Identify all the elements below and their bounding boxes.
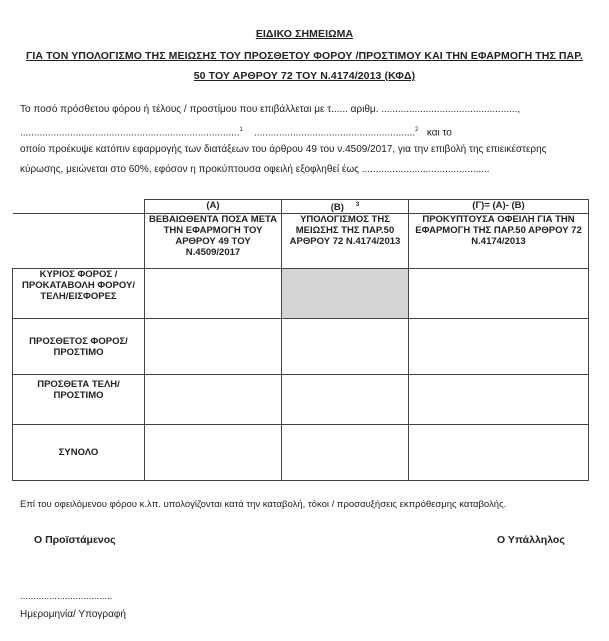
date-signature-label: Ημερομηνία/ Υπογραφή	[20, 609, 126, 620]
document-subtitle-line-2: 50 ΤΟΥ ΑΡΘΡΟΥ 72 ΤΟΥ Ν.4174/2013 (ΚΦΔ)	[193, 70, 416, 82]
table-row	[13, 319, 589, 375]
document-title: ΕΙΔΙΚΟ ΣΗΜΕΙΩΜΑ	[255, 28, 354, 40]
signature-dotted-line: ...................................	[20, 591, 113, 602]
row-label-main-tax: ΚΥΡΙΟΣ ΦΟΡΟΣ /ΠΡΟΚΑΤΑΒΟΛΗ ΦΟΡΟΥ/ ΤΕΛΗ/ΕΙΣΦΟΡΕΣ	[13, 269, 145, 319]
cell-additional-fees-a[interactable]	[145, 375, 282, 425]
column-code-b: (Β) $^3$	[282, 200, 409, 214]
cell-additional-fees-b[interactable]	[282, 375, 409, 425]
column-header-c: ΠΡΟΚΥΠΤΟΥΣΑ ΟΦΕΙΛΗ ΓΙΑ ΤΗΝ ΕΦΑΡΜΟΓΗ ΤΗΣ ΠΑΡ.50 ΑΡΘΡΟΥ 72 Ν.4174/2013	[409, 214, 589, 269]
table-row	[13, 425, 589, 481]
row-label-additional-fees: ΠΡΟΣΘΕΤΑ ΤΕΛΗ/ ΠΡΟΣΤΙΜΟ	[13, 375, 145, 425]
paragraph-line-4: κύρωσης, μειώνεται στο 60%, εφόσον η προκύπτουσα οφειλή εξοφληθεί έως ..............................................	[20, 164, 490, 175]
cell-total-b[interactable]	[282, 425, 409, 481]
blank-line-a: ...............................................................................	[20, 127, 240, 139]
footnote-marker-1: 1	[239, 127, 243, 133]
head-signature-label: Ο Προϊστάμενος	[34, 534, 116, 546]
column-header-b: ΥΠΟΛΟΓΙΣΜΟΣ ΤΗΣ ΜΕΙΩΣΗΣ ΤΗΣ ΠΑΡ.50 ΑΡΘΡΟΥ 72 Ν.4174/2013	[282, 214, 409, 269]
paragraph-line-3: οποίο προέκυψε κατόπιν εφαρμογής των διατάξεων του άρθρου 49 του ν.4509/2017, για την επιβολή της επιεικέστερης	[20, 144, 547, 155]
row-label-total: ΣΥΝΟΛΟ	[13, 425, 145, 481]
document-subtitle-line-1: ΓΙΑ ΤΟΝ ΥΠΟΛΟΓΙΣΜΟ ΤΗΣ ΜΕΙΩΣΗΣ ΤΟΥ ΠΡΟΣΘΕΤΟΥ ΦΟΡΟΥ /ΠΡΟΣΤΙΜΟΥ ΚΑΙ ΤΗΝ ΕΦΑΡΜΟΓΗ ΤΗΣ ΠΑΡ.	[25, 50, 584, 62]
cell-additional-tax-c[interactable]	[409, 319, 589, 375]
employee-signature-label: Ο Υπάλληλος	[497, 534, 565, 546]
cell-additional-tax-a[interactable]	[145, 319, 282, 375]
interest-footnote: Επί του οφειλόμενου φόρου κ.λπ. υπολογίζονται κατά την καταβολή, τόκοι / προσαυξήσεις εκπρόθεσμης καταβολής.	[20, 499, 507, 510]
cell-main-tax-c[interactable]	[409, 269, 589, 319]
cell-additional-tax-b[interactable]	[282, 319, 409, 375]
paragraph-line-1: Το ποσό πρόσθετου φόρου ή τέλους / προστίμου που επιβάλλεται με τ...... αριθμ. .................................................,	[20, 104, 521, 115]
calculation-table	[12, 199, 589, 481]
table-row	[13, 375, 589, 425]
footnote-marker-2: 2	[415, 127, 419, 133]
column-header-a: ΒΕΒΑΙΩΘΕΝΤΑ ΠΟΣΑ ΜΕΤΑ ΤΗΝ ΕΦΑΡΜΟΓΗ ΤΟΥ ΑΡΘΡΟΥ 49 ΤΟΥ Ν.4509/2017	[145, 214, 282, 269]
table-corner	[13, 200, 145, 214]
paragraph-continuation: και το	[426, 127, 452, 139]
table-corner-lower	[13, 214, 145, 269]
row-label-additional-tax: ΠΡΟΣΘΕΤΟΣ ΦΟΡΟΣ/ ΠΡΟΣΤΙΜΟ	[13, 319, 145, 375]
column-code-c: (Γ)= (Α)- (Β)	[409, 200, 589, 214]
cell-main-tax-b-shaded	[282, 269, 409, 319]
blank-line-b: ..........................................................	[253, 127, 416, 139]
footnote-marker-3: 3	[355, 202, 360, 208]
cell-main-tax-a[interactable]	[145, 269, 282, 319]
column-code-a: (Α)	[145, 200, 282, 214]
cell-total-a[interactable]	[145, 425, 282, 481]
cell-total-c[interactable]	[409, 425, 589, 481]
table-row	[13, 269, 589, 319]
cell-additional-fees-c[interactable]	[409, 375, 589, 425]
